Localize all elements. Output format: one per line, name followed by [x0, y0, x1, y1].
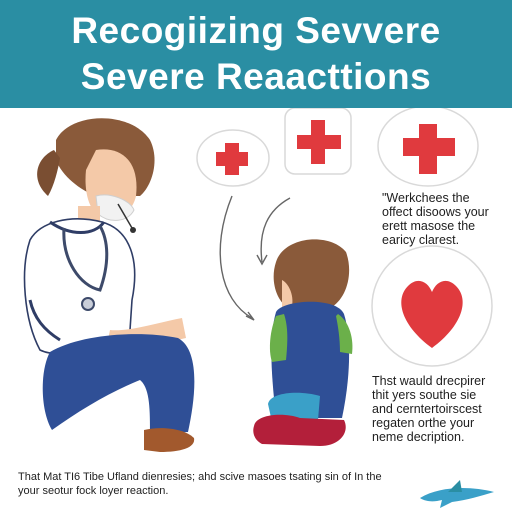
caption-bottom-right [372, 374, 510, 444]
footer-line: your seotur fock loyer reaction. [18, 485, 169, 497]
caption-line: "Werkchees the [382, 191, 470, 205]
footer-text [18, 470, 438, 498]
caption-line: neme decription. [372, 430, 465, 444]
caption-line: erett masose the [382, 219, 476, 233]
caption-top-right [382, 191, 510, 247]
title-line-1: Recogiizing Sevvere [71, 10, 441, 51]
nurse-figure [25, 118, 195, 452]
arrow-icon [220, 196, 254, 320]
footer-line: That Mat TI6 Tibe Ufland dienresies; ahd scive masoes tsating sin of In the [18, 471, 382, 483]
caption-line: offect disoows your [382, 205, 489, 219]
caption-line: regaten orthe your [372, 416, 475, 430]
title-line-2: Severe Reaacttions [80, 56, 432, 97]
red-cross-icon [285, 108, 351, 174]
heart-icon [372, 246, 492, 366]
caption-line: earicy clarest. [382, 233, 460, 247]
title-banner [0, 0, 512, 108]
caption-line: and cerntertoirscest [372, 402, 482, 416]
caption-line: thit yers southe sie [372, 388, 477, 402]
red-cross-icon [197, 130, 269, 186]
red-cross-icon [378, 108, 478, 186]
caption-line: Thst wauld drecpirer [372, 374, 486, 388]
illustration-scene [0, 108, 512, 512]
child-figure [253, 239, 352, 446]
